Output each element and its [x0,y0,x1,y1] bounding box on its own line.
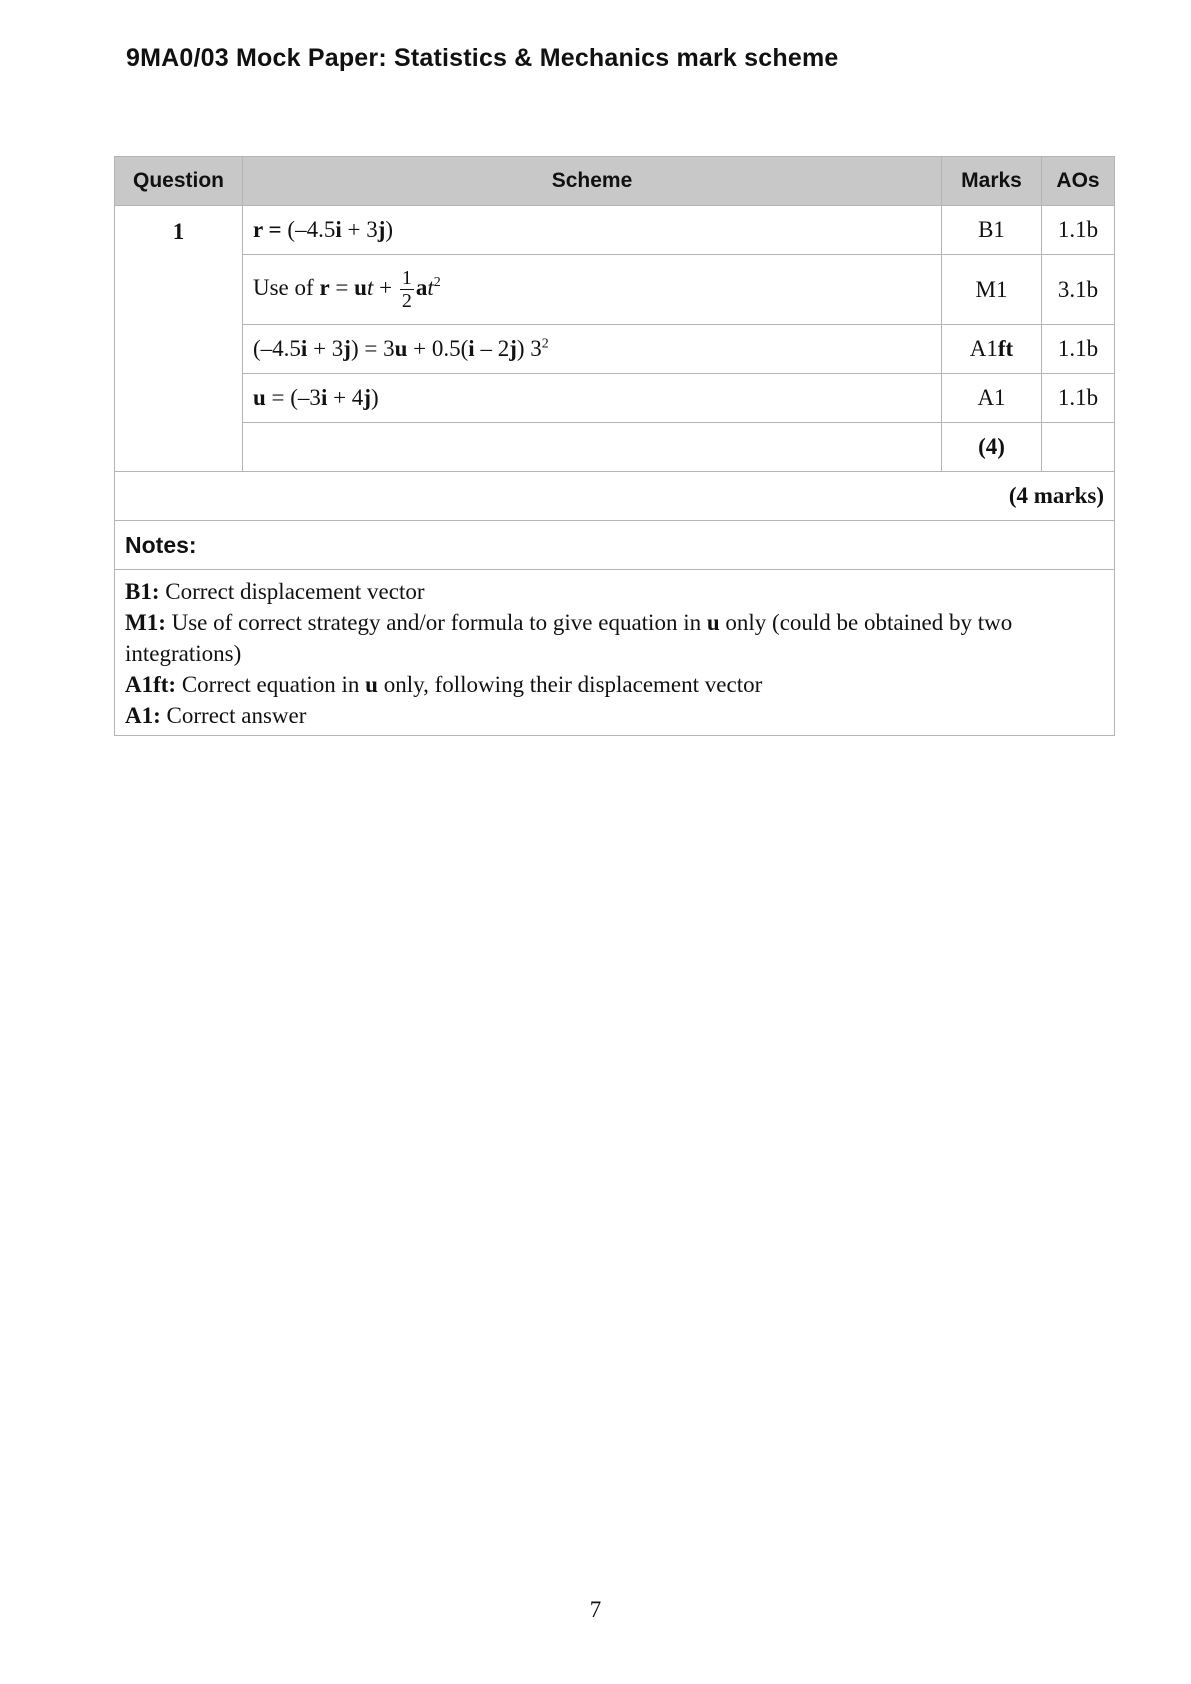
scheme-cell: r = (–4.5i + 3j) [243,206,942,255]
mark-cell: A1 [942,374,1042,423]
mark-cell: B1 [942,206,1042,255]
total-marks: (4 marks) [115,472,1115,521]
mark-cell: M1 [942,255,1042,325]
table-row [115,325,1115,374]
ao-cell: 1.1b [1042,325,1115,374]
fraction-one-half: $\frac{1}{2}$ [401,267,412,312]
scheme-cell: u = (–3i + 4j) [243,374,942,423]
ao-cell: 1.1b [1042,374,1115,423]
note-m1: M1: Use of correct strategy and/or formula to give equation in u only (could be obtained by two integrations) [125,610,1013,666]
note-b1: B1: Correct displacement vector [125,579,425,604]
scheme-cell: (–4.5i + 3j) = 3u + 0.5(i – 2j) $3^2$ [243,325,942,374]
notes-label: Notes: [115,521,1115,570]
page-number: 7 [589,1597,602,1622]
header-marks: Marks [942,157,1042,206]
table-header-row [115,157,1115,206]
mark-scheme-table [114,156,1115,736]
notes-body-row [115,570,1115,736]
header-aos: AOs [1042,157,1115,206]
notes-body [115,570,1115,736]
table-row [115,206,1115,255]
notes-label-row [115,521,1115,570]
scheme-cell: Use of r = ut + $\frac{1}{2}$ $at^2$ [243,255,942,325]
note-a1: A1: Correct answer [125,703,307,728]
header-question: Question [115,157,243,206]
table-row [115,255,1115,325]
ao-cell: 3.1b [1042,255,1115,325]
question-number: 1 [115,206,243,472]
header-scheme: Scheme [243,157,942,206]
scheme-cell [243,423,942,472]
mark-subtotal: (4) [942,423,1042,472]
table-row [115,423,1115,472]
total-marks-row [115,472,1115,521]
ao-cell [1042,423,1115,472]
mark-cell: A1ft [942,325,1042,374]
table-row [115,374,1115,423]
ao-cell: 1.1b [1042,206,1115,255]
page-title: 9MA0/03 Mock Paper: Statistics & Mechanics mark scheme [126,44,839,72]
note-a1ft: A1ft: Correct equation in u only, following their displacement vector [125,672,763,697]
